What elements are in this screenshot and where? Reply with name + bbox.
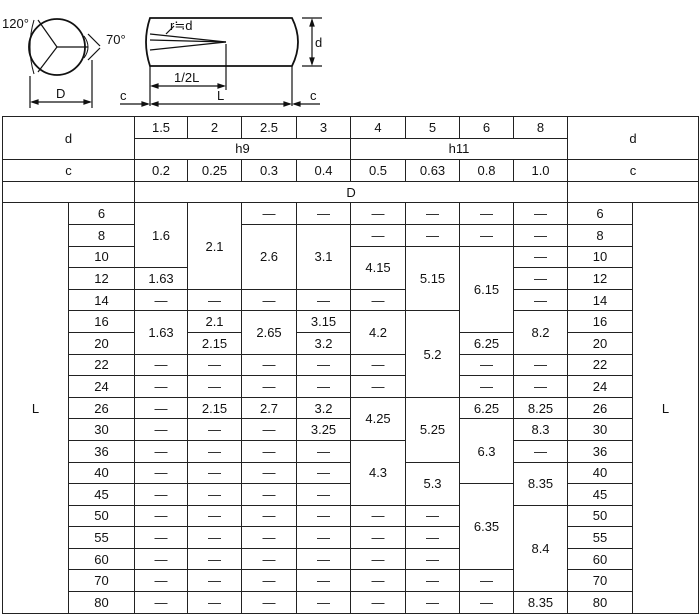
- D-value: —: [135, 527, 188, 549]
- D-value: 3.1: [297, 224, 351, 289]
- radius-label: r≒d: [170, 18, 193, 33]
- D-value: —: [297, 592, 351, 614]
- D-value: —: [242, 440, 297, 462]
- D-value: —: [460, 224, 514, 246]
- D-value: —: [514, 224, 568, 246]
- D-value: —: [514, 203, 568, 225]
- D-value: —: [188, 462, 242, 484]
- D-value: 8.2: [514, 311, 568, 354]
- D-value: —: [135, 548, 188, 570]
- D-value: —: [460, 570, 514, 592]
- d-header-left: d: [3, 117, 135, 160]
- D-value: —: [188, 484, 242, 506]
- D-value: 6.15: [460, 246, 514, 332]
- L-value-left: 10: [69, 246, 135, 268]
- D-value: —: [188, 505, 242, 527]
- table-row: [3, 289, 699, 311]
- D-value: —: [135, 397, 188, 419]
- D-value: —: [297, 289, 351, 311]
- D-value: —: [351, 354, 406, 376]
- header-row-D: [3, 181, 699, 203]
- D-value: 1.6: [135, 203, 188, 268]
- c-left-label: c: [120, 88, 127, 103]
- D-value: 1.63: [135, 268, 188, 290]
- D-value: —: [406, 203, 460, 225]
- D-value: 2.65: [242, 311, 297, 354]
- D-value: —: [135, 440, 188, 462]
- D-value: —: [242, 419, 297, 441]
- D-value: —: [460, 376, 514, 398]
- D-value: —: [135, 592, 188, 614]
- L-value-right: 6: [568, 203, 633, 225]
- D-value: —: [514, 354, 568, 376]
- d-value: 2.5: [242, 117, 297, 139]
- d-value: 2: [188, 117, 242, 139]
- L-value-right: 22: [568, 354, 633, 376]
- L-value-left: 45: [69, 484, 135, 506]
- D-value: —: [351, 570, 406, 592]
- D-value: —: [188, 527, 242, 549]
- D-value: 2.1: [188, 311, 242, 333]
- L-value-right: 30: [568, 419, 633, 441]
- table-row: [3, 354, 699, 376]
- D-value: —: [188, 570, 242, 592]
- d-value: 5: [406, 117, 460, 139]
- table-row: [3, 548, 699, 570]
- D-value: —: [460, 203, 514, 225]
- D-value: 6.3: [460, 419, 514, 484]
- D-value: —: [135, 376, 188, 398]
- half-L-label: 1/2L: [174, 70, 200, 85]
- d-value: 8: [514, 117, 568, 139]
- D-value: —: [351, 592, 406, 614]
- L-value-left: 22: [69, 354, 135, 376]
- D-header-left-blank: [3, 181, 135, 203]
- D-value: 8.25: [514, 397, 568, 419]
- D-value: —: [406, 592, 460, 614]
- angle-70-label: 70°: [106, 32, 126, 47]
- D-value: —: [351, 203, 406, 225]
- d-value: 4: [351, 117, 406, 139]
- header-row-c: [3, 160, 699, 182]
- table-row: [3, 570, 699, 592]
- pin-drawing: [0, 0, 700, 116]
- D-value: —: [135, 505, 188, 527]
- L-value-left: 30: [69, 419, 135, 441]
- D-value: 4.2: [351, 311, 406, 354]
- L-value-right: 70: [568, 570, 633, 592]
- L-value-right: 36: [568, 440, 633, 462]
- D-value: —: [242, 376, 297, 398]
- D-value: —: [188, 548, 242, 570]
- D-value: —: [514, 440, 568, 462]
- D-value: 6.35: [460, 484, 514, 570]
- L-value-right: 55: [568, 527, 633, 549]
- angle-120-label: 120°: [2, 16, 29, 31]
- D-value: —: [242, 527, 297, 549]
- table-row: [3, 311, 699, 333]
- D-value: —: [297, 376, 351, 398]
- D-value: —: [135, 484, 188, 506]
- L-value-left: 80: [69, 592, 135, 614]
- D-value: 3.15: [297, 311, 351, 333]
- L-value-left: 40: [69, 462, 135, 484]
- table-row: [3, 505, 699, 527]
- D-value: 4.3: [351, 440, 406, 505]
- D-value: —: [242, 505, 297, 527]
- L-value-left: 16: [69, 311, 135, 333]
- L-value-right: 40: [568, 462, 633, 484]
- D-value: —: [297, 527, 351, 549]
- c-value: 1.0: [514, 160, 568, 182]
- L-header-left: L: [3, 203, 69, 614]
- D-value: 8.4: [514, 505, 568, 591]
- D-value: —: [297, 440, 351, 462]
- table-row: [3, 203, 699, 225]
- header-row-d: [3, 117, 699, 139]
- D-value: —: [242, 354, 297, 376]
- L-value-left: 60: [69, 548, 135, 570]
- D-value: —: [135, 419, 188, 441]
- L-value-right: 16: [568, 311, 633, 333]
- d-value: 3: [297, 117, 351, 139]
- D-value: —: [406, 224, 460, 246]
- L-value-right: 12: [568, 268, 633, 290]
- D-value: 2.6: [242, 224, 297, 289]
- D-value: —: [188, 376, 242, 398]
- L-value-right: 10: [568, 246, 633, 268]
- d-value: 6: [460, 117, 514, 139]
- D-value: —: [188, 419, 242, 441]
- L-value-right: 20: [568, 332, 633, 354]
- D-value: —: [242, 484, 297, 506]
- c-right-label: c: [310, 88, 317, 103]
- D-value: 3.2: [297, 397, 351, 419]
- L-value-right: 24: [568, 376, 633, 398]
- c-value: 0.25: [188, 160, 242, 182]
- D-value: 5.25: [406, 397, 460, 462]
- D-value: —: [135, 289, 188, 311]
- D-value: —: [297, 354, 351, 376]
- L-value-left: 36: [69, 440, 135, 462]
- c-value: 0.4: [297, 160, 351, 182]
- c-header-right: c: [568, 160, 699, 182]
- D-value: —: [460, 354, 514, 376]
- table-row: [3, 440, 699, 462]
- D-value: 1.63: [135, 311, 188, 354]
- D-value: 8.3: [514, 419, 568, 441]
- D-value: —: [242, 570, 297, 592]
- table-row: [3, 592, 699, 614]
- L-value-right: 60: [568, 548, 633, 570]
- D-value: —: [514, 246, 568, 268]
- D-value: —: [297, 570, 351, 592]
- L-value-left: 6: [69, 203, 135, 225]
- D-value: 4.25: [351, 397, 406, 440]
- D-value: —: [135, 570, 188, 592]
- D-value: —: [351, 548, 406, 570]
- D-value: —: [242, 462, 297, 484]
- D-value: —: [406, 527, 460, 549]
- D-value: —: [514, 289, 568, 311]
- D-value: —: [242, 592, 297, 614]
- c-header-left: c: [3, 160, 135, 182]
- d-header-right: d: [568, 117, 699, 160]
- c-value: 0.8: [460, 160, 514, 182]
- D-value: —: [406, 505, 460, 527]
- D-value: —: [351, 527, 406, 549]
- D-value: —: [514, 268, 568, 290]
- L-value-left: 8: [69, 224, 135, 246]
- D-value: —: [297, 462, 351, 484]
- D-value: 6.25: [460, 397, 514, 419]
- L-value-left: 70: [69, 570, 135, 592]
- D-value: —: [351, 505, 406, 527]
- D-value: 4.15: [351, 246, 406, 289]
- D-value: 3.2: [297, 332, 351, 354]
- D-value: 8.35: [514, 462, 568, 505]
- L-value-left: 14: [69, 289, 135, 311]
- c-value: 0.2: [135, 160, 188, 182]
- table-row: [3, 246, 699, 268]
- D-value: 3.25: [297, 419, 351, 441]
- D-value: 2.1: [188, 203, 242, 289]
- D-value: 2.7: [242, 397, 297, 419]
- D-value: 5.15: [406, 246, 460, 311]
- table-row: [3, 224, 699, 246]
- D-header: D: [135, 181, 568, 203]
- table-row: [3, 376, 699, 398]
- D-value: —: [406, 570, 460, 592]
- D-value: —: [460, 592, 514, 614]
- L-value-right: 80: [568, 592, 633, 614]
- L-value-left: 20: [69, 332, 135, 354]
- D-value: —: [514, 376, 568, 398]
- D-value: —: [135, 462, 188, 484]
- D-value: —: [351, 289, 406, 311]
- c-value: 0.3: [242, 160, 297, 182]
- L-value-right: 50: [568, 505, 633, 527]
- D-value: —: [188, 440, 242, 462]
- D-value: —: [351, 376, 406, 398]
- table-row: [3, 397, 699, 419]
- L-value-left: 12: [69, 268, 135, 290]
- D-value: 5.3: [406, 462, 460, 505]
- D-value: —: [406, 548, 460, 570]
- d-value: 1.5: [135, 117, 188, 139]
- tolerance-h9: h9: [135, 138, 351, 160]
- d-dimension-label: d: [315, 35, 323, 50]
- L-value-left: 24: [69, 376, 135, 398]
- L-value-left: 55: [69, 527, 135, 549]
- D-value: —: [297, 505, 351, 527]
- L-header-right: L: [633, 203, 699, 614]
- tolerance-h11: h11: [351, 138, 568, 160]
- D-value: —: [297, 484, 351, 506]
- D-value: —: [135, 354, 188, 376]
- D-value: —: [242, 203, 297, 225]
- D-value: —: [242, 289, 297, 311]
- D-value: —: [188, 592, 242, 614]
- L-value-right: 8: [568, 224, 633, 246]
- L-value-left: 26: [69, 397, 135, 419]
- c-value: 0.63: [406, 160, 460, 182]
- D-value: —: [297, 203, 351, 225]
- L-value-left: 50: [69, 505, 135, 527]
- table-row: [3, 527, 699, 549]
- D-value: 6.25: [460, 332, 514, 354]
- D-value: —: [351, 224, 406, 246]
- L-value-right: 26: [568, 397, 633, 419]
- D-value: 2.15: [188, 332, 242, 354]
- L-dimension-label: L: [217, 88, 225, 103]
- D-value: —: [297, 548, 351, 570]
- D-header-right-blank: [568, 181, 699, 203]
- L-value-right: 14: [568, 289, 633, 311]
- c-value: 0.5: [351, 160, 406, 182]
- D-value: 2.15: [188, 397, 242, 419]
- D-value: —: [188, 289, 242, 311]
- D-value: 8.35: [514, 592, 568, 614]
- L-value-right: 45: [568, 484, 633, 506]
- D-value: —: [242, 548, 297, 570]
- D-value: —: [188, 354, 242, 376]
- D-dimension-label: D: [56, 86, 66, 101]
- dimension-table: [2, 116, 699, 614]
- D-value: 5.2: [406, 311, 460, 397]
